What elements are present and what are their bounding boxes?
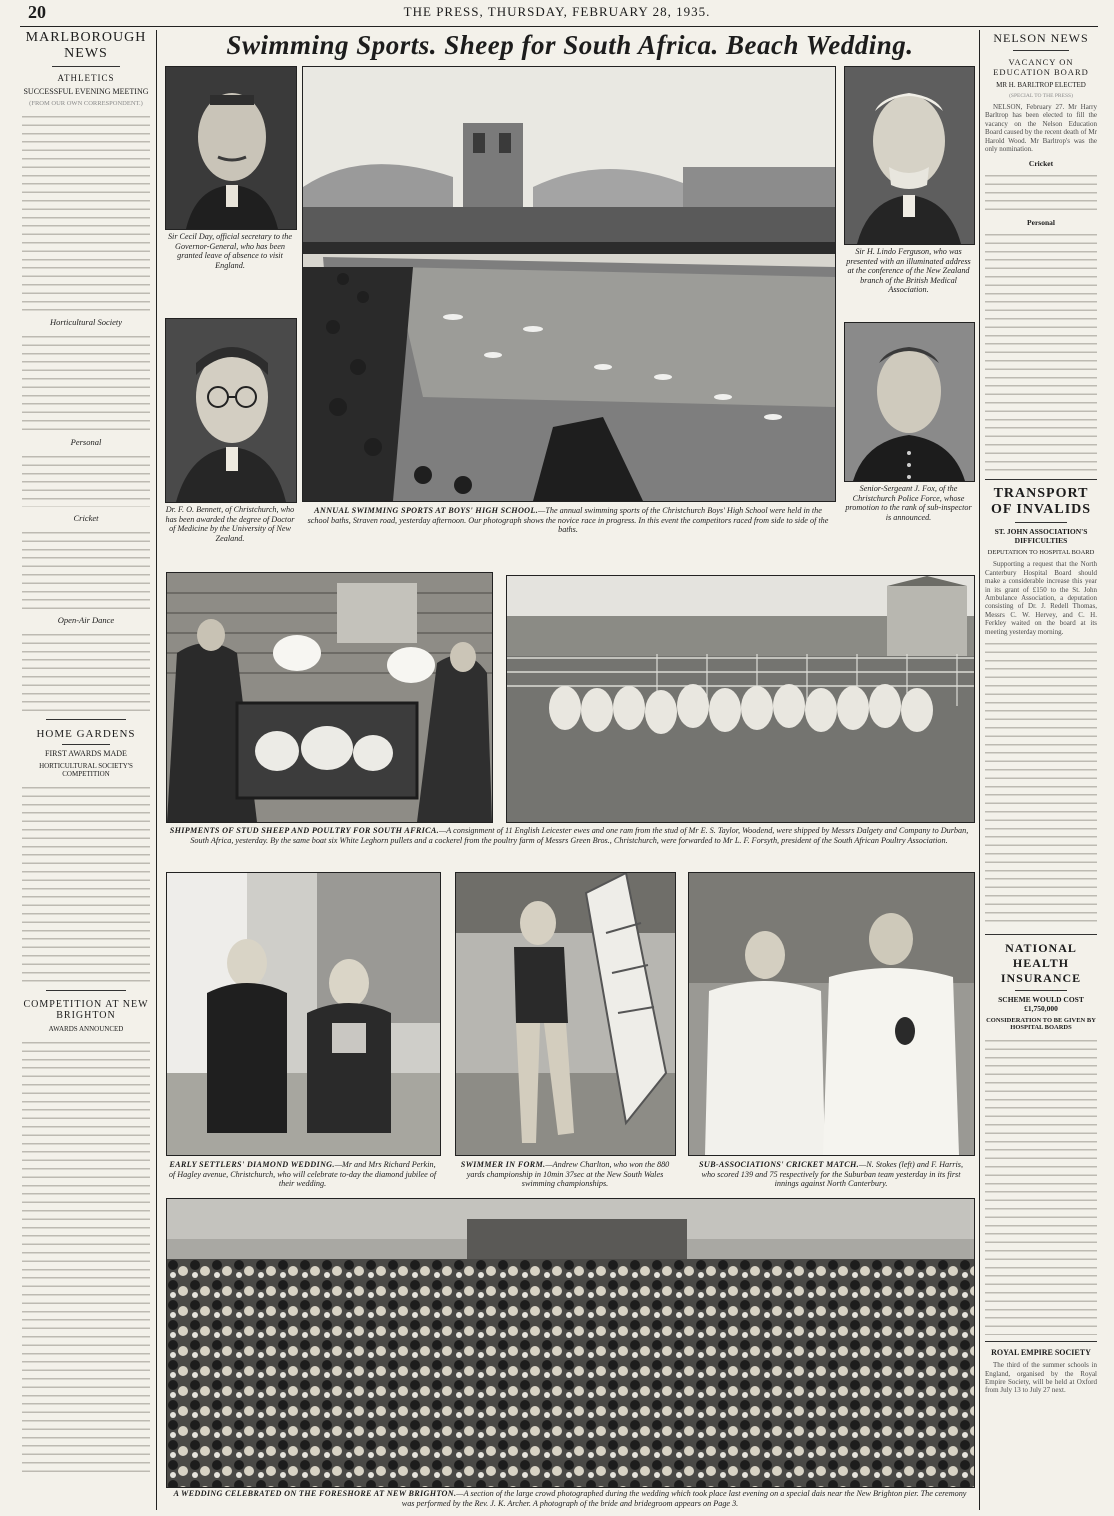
athletics-body-1 (22, 111, 150, 311)
divider (52, 66, 120, 67)
page-banner: Swimming Sports. Sheep for South Africa. Beach Wedding. (226, 30, 914, 60)
nelson-cricket-body (985, 170, 1097, 212)
nelson-personal-body (985, 229, 1097, 473)
athletics-credit: (FROM OUR OWN CORRESPONDENT.) (29, 100, 143, 107)
athletics-sub: SUCCESSFUL EVENING MEETING (23, 87, 149, 96)
athletics-body-5 (22, 629, 150, 711)
cricketers-icon (689, 873, 974, 1155)
divider (1013, 50, 1069, 51)
swimmer-caption-head: SWIMMER IN FORM. (460, 1160, 546, 1169)
sheep-caption (166, 826, 972, 845)
wedding-caption (168, 1489, 972, 1508)
home-gardens-body (22, 782, 150, 982)
cricketers-photo (688, 872, 975, 1156)
home-gardens-sub: FIRST AWARDS MADE (45, 749, 127, 758)
divider (46, 990, 126, 991)
new-brighton-body (22, 1037, 150, 1477)
invalids-lead: Supporting a request that the North Canterbury Hospital Board should make a considerable increase this year in its grant of £150 to the St. John Ambulance Association, a deputation consisting of Dr. J. Redell Thomas, Messrs C. W. Hervey, and C. H. Ferkley waited on the board at its meeting yesterday morning. (985, 560, 1097, 636)
portrait-icon (845, 323, 974, 481)
health-sub: SCHEME WOULD COST £1,750,000 (998, 995, 1084, 1014)
settlers-caption-body: —Mr and Mrs Richard Perkin, of Hagley avenue, Christchurch, who will celebrate to-day the diamond jubilee of their wedding. (168, 1160, 437, 1189)
swimming-baths-photo (302, 66, 836, 502)
masthead (0, 0, 1114, 26)
marlborough-news-title: MARLBOROUGH NEWS (25, 30, 147, 61)
settlers-couple-photo (166, 872, 441, 1156)
sheep-caption-body: —A consignment of 11 English Leicester ewes and one ram from the stud of Mr E. S. Taylor, Woodend, were shipped by Messrs Dalgety and Company to Durban, South Africa, yesterday. By the same boat six White Leghorn pullets and a cockerel from the poultry farm of Messrs Green Bros., Christchurch, were forwarded to Mr L. F. Forsyth, president of the South African Poultry Association. (190, 826, 969, 845)
portrait-icon (845, 67, 974, 244)
nelson-personal-subhead: Personal (1027, 218, 1055, 228)
health-body (985, 1035, 1097, 1335)
empire-lead: The third of the summer schools in England, organised by the Royal Empire Society, will be held at Oxford from July 13 to July 27 next. (985, 1361, 1097, 1395)
invalids-sub: ST. JOHN ASSOCIATION'S DIFFICULTIES (994, 527, 1088, 546)
athletics-head: ATHLETICS (57, 73, 115, 83)
new-brighton-sub: AWARDS ANNOUNCED (48, 1025, 124, 1033)
athletics-body-3 (22, 451, 150, 507)
column-rule-right (979, 30, 980, 1510)
page-number: 20 (28, 2, 46, 22)
ferguson-portrait-photo (844, 66, 975, 245)
cricket-caption-head: SUB-ASSOCIATIONS' CRICKET MATCH. (699, 1160, 859, 1169)
sheep-icon (507, 576, 974, 822)
new-brighton-head: COMPETITION AT NEW BRIGHTON (23, 999, 149, 1021)
divider (1015, 522, 1067, 523)
poultry-photo (166, 572, 493, 823)
crowd-icon (167, 1199, 974, 1487)
home-gardens-sub2: HORTICULTURAL SOCIETY'S COMPETITION (39, 762, 133, 778)
bennett-caption: Dr. F. O. Bennett, of Christchurch, who has been awarded the degree of Doctor of Medicine by the University of New Zealand. (165, 505, 295, 543)
dateline: THE PRESS, THURSDAY, FEBRUARY 28, 1935. (403, 4, 711, 19)
wedding-caption-head: A WEDDING CELEBRATED ON THE FORESHORE AT NEW BRIGHTON. (173, 1489, 457, 1498)
left-column (22, 30, 150, 1510)
swimming-baths-caption-head: ANNUAL SWIMMING SPORTS AT BOYS' HIGH SCHOOL. (314, 506, 539, 515)
cecil-day-caption: Sir Cecil Day, official secretary to the Governor-General, who has been granted leave of absence to visit England. (167, 232, 293, 270)
divider (985, 1341, 1097, 1342)
settlers-caption (168, 1160, 437, 1189)
cecil-day-portrait-photo (165, 66, 297, 230)
invalids-body (985, 638, 1097, 928)
couple-icon (167, 873, 440, 1155)
right-column (985, 30, 1097, 1510)
portrait-icon (166, 67, 296, 229)
cricket-caption-body: —N. Stokes (left) and F. Harris, who scored 139 and 75 respectively for the Suburban team yesterday in its first innings against North Canterbury. (701, 1160, 963, 1189)
divider (62, 744, 110, 745)
divider (985, 479, 1097, 480)
swimming-baths-caption (305, 506, 831, 535)
sheep-caption-head: SHIPMENTS OF STUD SHEEP AND POULTRY FOR SOUTH AFRICA. (169, 826, 439, 835)
swimmer-icon (456, 873, 675, 1155)
athletics-body-4 (22, 527, 150, 609)
wedding-caption-body: —A section of the large crowd photographed during the wedding which took place last evening on a special dais near the New Brighton pier. The ceremony was performed by the Rev. J. K. Archer. A photograph of the bride and bridegroom appears on Page 3. (401, 1489, 967, 1508)
personal-subhead: Personal (70, 437, 102, 447)
education-sub: MR H. BARLTROP ELECTED (996, 81, 1086, 89)
settlers-caption-head: EARLY SETTLERS' DIAMOND WEDDING. (169, 1160, 335, 1169)
swimmer-caption-body: —Andrew Charlton, who won the 880 yards championship in 10min 37sec at the New South Wales swimming championships. (466, 1160, 670, 1189)
divider (985, 934, 1097, 935)
swimmer-caption (458, 1160, 672, 1189)
divider (46, 719, 126, 720)
swimming-baths-caption-body: —The annual swimming sports of the Christchurch Boys' High School were held in the school baths, Straven road, yesterday afternoon. Our photograph shows the novice race in progress. In this event the competitors raced from side to side of the baths. (307, 506, 829, 535)
invalids-head: TRANSPORT OF INVALIDS (990, 486, 1092, 518)
invalids-sub2: DEPUTATION TO HOSPITAL BOARD (987, 549, 1095, 557)
swimming-baths-icon (303, 67, 835, 501)
cricket-subhead: Cricket (73, 513, 99, 523)
portrait-icon (166, 319, 296, 502)
nelson-cricket-subhead: Cricket (1028, 159, 1054, 169)
education-head: VACANCY ON EDUCATION BOARD (993, 57, 1089, 77)
sheep-photo (506, 575, 975, 823)
health-head: NATIONAL HEALTH INSURANCE (1000, 941, 1082, 986)
athletics-body-2 (22, 331, 150, 431)
open-air-dance-subhead: Open-Air Dance (57, 615, 115, 625)
education-lead: NELSON, February 27. Mr Harry Barltrop has been elected to fill the vacancy on the Nelson Education Board caused by the recent death of Mr Harold Wood. Mr Barltrop's was the only nomination. (985, 103, 1097, 154)
education-credit: (SPECIAL TO THE PRESS) (1009, 93, 1073, 99)
fox-caption: Senior-Sergeant J. Fox, of the Christchurch Police Force, whose promotion to the rank of sub-inspector is announced. (845, 484, 972, 522)
ferguson-caption: Sir H. Lindo Ferguson, who was presented with an illuminated address at the conference of the New Zealand branch of the British Medical Association. (846, 247, 971, 295)
home-gardens-head: HOME GARDENS (36, 728, 136, 740)
poultry-icon (167, 573, 492, 822)
swimmer-photo (455, 872, 676, 1156)
empire-head: ROYAL EMPIRE SOCIETY (991, 1348, 1091, 1358)
column-rule-left (156, 30, 157, 1510)
masthead-rule (20, 26, 1098, 27)
health-sub2: CONSIDERATION TO BE GIVEN BY HOSPITAL BOARDS (986, 1017, 1096, 1032)
divider (1015, 990, 1067, 991)
nelson-news-title: NELSON NEWS (993, 31, 1089, 45)
wedding-crowd-photo (166, 1198, 975, 1488)
horticultural-subhead: Horticultural Society (49, 317, 122, 327)
fox-portrait-photo (844, 322, 975, 482)
bennett-portrait-photo (165, 318, 297, 503)
cricket-caption (692, 1160, 970, 1189)
